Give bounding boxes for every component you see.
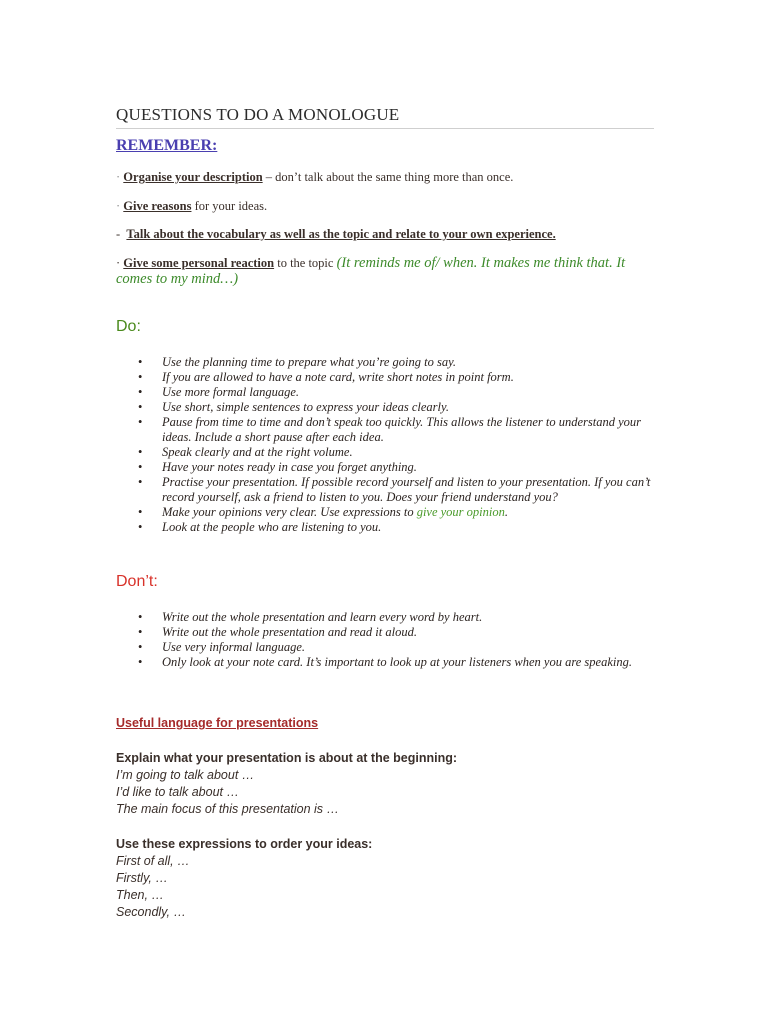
- order-heading: Use these expressions to order your ideas:: [116, 837, 373, 851]
- tip-key: Give some personal reaction: [123, 256, 275, 270]
- tip-organise: [116, 170, 513, 185]
- tip-bullet: ·: [116, 170, 121, 184]
- remember-heading: REMEMBER:: [116, 137, 218, 154]
- list-item: • Use more formal language.: [138, 385, 658, 400]
- page-title: QUESTIONS TO DO A MONOLOGUE: [116, 105, 654, 129]
- dont-heading: Don’t:: [116, 573, 158, 590]
- tip-key: Talk about the vocabulary as well as the topic and relate to your own experience.: [126, 227, 556, 241]
- phrase: First of all, …: [116, 854, 190, 868]
- tip-rest: – don’t talk about the same thing more than once.: [262, 170, 514, 184]
- do-heading: Do:: [116, 318, 141, 335]
- tip-rest: to the topic: [274, 256, 337, 270]
- list-item: • Have your notes ready in case you forget anything.: [138, 460, 658, 475]
- explain-phrases: [116, 767, 339, 818]
- list-item: • Only look at your note card. It’s important to look up at your listeners when you are speaking.: [138, 655, 658, 670]
- tip-key: Organise your description: [123, 170, 263, 184]
- order-phrases: [116, 853, 190, 921]
- give-opinion-link[interactable]: give your opinion: [416, 505, 505, 519]
- tip-bullet: ·: [116, 199, 121, 213]
- phrase: I’d like to talk about …: [116, 785, 239, 799]
- dont-list: [138, 610, 658, 670]
- opinion-prefix: Make your opinions very clear. Use expressions to: [162, 505, 417, 519]
- phrase: I’m going to talk about …: [116, 768, 255, 782]
- list-item: • Pause from time to time and don’t speak too quickly. This allows the listener to understand your ideas. Include a short pause after each idea.: [138, 415, 658, 445]
- list-item: • Speak clearly and at the right volume.: [138, 445, 658, 460]
- list-item: • Write out the whole presentation and learn every word by heart.: [138, 610, 658, 625]
- phrase: Secondly, …: [116, 905, 186, 919]
- opinion-suffix: .: [504, 505, 508, 519]
- list-item: • Use the planning time to prepare what you’re going to say.: [138, 355, 658, 370]
- tip-bullet: ·: [116, 256, 121, 270]
- reaction-examples: (It reminds me of/ when. It makes me think that. It comes to my mind…): [116, 255, 626, 287]
- list-item: • Use very informal language.: [138, 640, 658, 655]
- tip-rest: for your ideas.: [191, 199, 268, 213]
- tip-bullet: -: [116, 227, 121, 241]
- do-list: [138, 355, 658, 535]
- list-item: • Look at the people who are listening to you.: [138, 520, 658, 535]
- list-item: • Use short, simple sentences to express your ideas clearly.: [138, 400, 658, 415]
- tip-reasons: [116, 199, 267, 214]
- tip-reaction: [116, 255, 656, 287]
- phrase: Then, …: [116, 888, 164, 902]
- tip-vocabulary: [116, 227, 556, 242]
- explain-heading: Explain what your presentation is about at the beginning:: [116, 751, 457, 765]
- phrase: The main focus of this presentation is …: [116, 802, 340, 816]
- useful-language-heading: Useful language for presentations: [116, 716, 319, 730]
- tip-key: Give reasons: [123, 199, 192, 213]
- list-item: [138, 505, 658, 520]
- list-item: • Practise your presentation. If possible record yourself and listen to your presentation. If you can’t record yourself, ask a friend to listen to you. Does your friend understand you?: [138, 475, 658, 505]
- list-item: • If you are allowed to have a note card, write short notes in point form.: [138, 370, 658, 385]
- list-item: • Write out the whole presentation and read it aloud.: [138, 625, 658, 640]
- phrase: Firstly, …: [116, 871, 168, 885]
